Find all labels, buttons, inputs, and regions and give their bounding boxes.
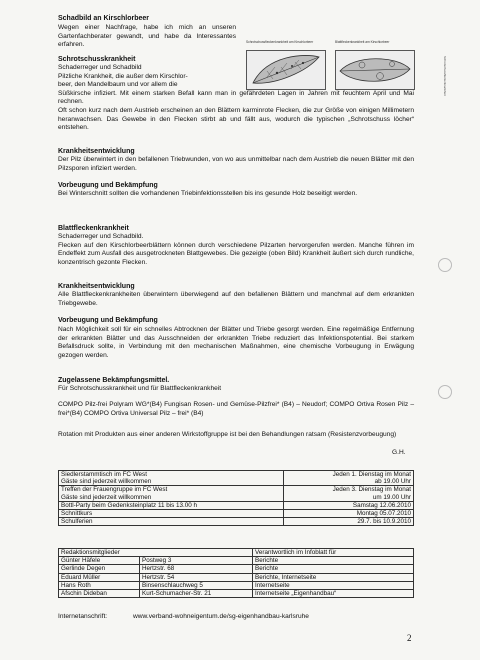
heading-blattflecken: Blattfleckenkrankheit <box>58 225 129 232</box>
side-note: Schrotschussfleckenkrankheit <box>443 56 447 96</box>
vorbeugung-2-text: Nach Möglichkeit soll für ein schnelles Abtrocknen der Blätter und Triebe gesorgt werden. Eine regelmäßige Entfernung der erkrankten Blätter und das Ausschneiden der erkrankten Triebe reduziert das Infektionspotential. Bei starkem Befallsdruck sollte, in Verbindung mit den mechanischen Maßnahmen, eine chemische Vorbeugung in Erwägung gezogen werden. <box>58 326 414 359</box>
footer-url[interactable]: www.verband-wohneigentum.de/sg-eigenhandbau-karlsruhe <box>133 613 309 620</box>
schrotschuss-line2: Pilzliche Krankheit, die außer dem Kirschlor- <box>58 72 188 80</box>
punch-hole-upper <box>438 258 452 272</box>
mittel-rotation: Rotation mit Produkten aus einer anderen Wirkstoffgruppe ist bei den Behandlungen ratsam (Resistenzvorbeugung) <box>58 431 397 438</box>
event-date: ab 19.00 Uhr <box>284 478 414 486</box>
page-number: 2 <box>407 633 412 643</box>
events-table <box>58 470 414 526</box>
event-name: Gäste sind jederzeit willkommen <box>59 494 284 502</box>
table-row <box>59 590 414 598</box>
heading-entwicklung-2: Krankheitsentwicklung <box>58 283 135 290</box>
member-role: Berichte, Internetseite <box>253 573 414 581</box>
event-date: Montag 05.07.2010 <box>284 510 414 518</box>
event-name: Siedlerstammtisch im FC West <box>59 471 284 479</box>
signature: G.H. <box>392 449 406 456</box>
member-name: Hans Roth <box>59 581 140 589</box>
mittel-line1: Für Schrotschusskrankheit und für Blattfleckenkrankheit <box>58 385 222 392</box>
schrotschuss-para2: Oft schon kurz nach dem Austrieb erscheinen an den Blättern karminrote Flecken, die zur Größe von einigen Millimetern heranwachsen. Das Gewebe in den Flecken stirbt ab und fällt aus, wodurch die typischen „Schrotschuss löcher“ entstehen. <box>58 107 414 132</box>
member-role: Internetseite „Eigenhandbau“ <box>253 590 414 598</box>
event-date: 29.7. bis 10.9.2010 <box>284 518 414 526</box>
member-address: Kurt-Schumacher-Str. 21 <box>140 590 253 598</box>
entwicklung-2-text: Alle Blattfleckenkrankheiten überwintern überwiegend auf den befallenen Blättern und manchmal auf dem erkrankten Triebgewebe. <box>58 291 414 307</box>
event-name: Schnittkurs <box>59 510 284 518</box>
event-name: Schulferien <box>59 518 284 526</box>
member-address: Hertzstr. 54 <box>140 573 253 581</box>
table-row <box>59 518 414 526</box>
heading-schrotschuss: Schrotschusskrankheit <box>58 56 136 63</box>
blattflecken-line1: Schaderreger und Schadbild. <box>58 233 144 240</box>
table-row <box>59 581 414 589</box>
event-name: Treffen der Frauengruppe im FC West <box>59 486 284 494</box>
table-row <box>59 565 414 573</box>
blattflecken-text: Flecken auf den Kirschlorbeerblättern können durch verschiedene Pilzarten hervorgerufen werden. Manche führen im Endeffekt zum Ausfall des ausgetrockneten Blattgewebes. Die gezeigte (oben Bild) Krankheit äußert sich durch rundliche, konzentrisch gezonte Flecken. <box>58 241 414 266</box>
member-name: Afschin Dideban <box>59 590 140 598</box>
mittel-products: COMPO Pilz-frei Polyram WG*(B4) Fungisan Rosen- und Gemüse-Pilzfrei* (B4) – Neudorf; COMPO Ortiva Rosen Pilz – frei*(B4) COMPO Ortiva Universal Pilz – frei* (B4) <box>58 401 414 417</box>
schrotschuss-line3: beer, den Mandelbaum und vor allem die <box>58 81 178 89</box>
heading-schadbild: Schadbild an Kirschlorbeer <box>58 15 150 22</box>
event-name: Gäste sind jederzeit willkommen <box>59 478 284 486</box>
table-row <box>59 471 414 479</box>
heading-vorbeugung-1: Vorbeugung und Bekämpfung <box>58 182 158 189</box>
table-row <box>59 494 414 502</box>
heading-entwicklung-1: Krankheitsentwicklung <box>58 148 135 155</box>
image-caption-schrotschuss: Schrotschussfleckenkrankheit am Kirschlorbeer <box>246 40 314 44</box>
schrotschuss-line4: Süßkirsche infiziert. Mit einem starken Befall kann man in gefährdeten Lagen in Jahren mit feuchtem April und Mai rechnen. <box>58 89 414 106</box>
entwicklung-1-text: Der Pilz überwintert in den befallenen Triebwunden, von wo aus unmittelbar nach dem Austrieb die neuen Blätter mit den Pilzsporen infiziert werden. <box>58 156 414 172</box>
member-name: Günter Häfele <box>59 557 140 565</box>
member-address: Postweg 3 <box>140 557 253 565</box>
member-address: Binsenschlauchweg 5 <box>140 581 253 589</box>
member-address: Hertzstr. 68 <box>140 565 253 573</box>
table-row <box>59 478 414 486</box>
event-date: um 19.00 Uhr <box>284 494 414 502</box>
redaktion-header-right: Verantwortlich im Infoblatt für <box>253 549 414 557</box>
table-row <box>59 510 414 518</box>
event-name: Bottl-Party beim Gedenksteinplatz 11 bis 13.00 h <box>59 501 284 509</box>
table-row <box>59 557 414 565</box>
member-name: Gerlinde Degen <box>59 565 140 573</box>
event-date: Samstag 12.06.2010 <box>284 501 414 509</box>
member-role: Berichte <box>253 557 414 565</box>
table-row <box>59 501 414 509</box>
table-row <box>59 549 414 557</box>
vorbeugung-1-text: Bei Winterschnitt sollten die vorhandenen Triebinfektionsstellen bis ins gesunde Holz beseitigt werden. <box>58 190 358 197</box>
table-row <box>59 486 414 494</box>
event-date: Jeden 1. Dienstag im Monat <box>284 471 414 479</box>
footer-label: Internetanschrift: <box>58 613 108 620</box>
member-role: Berichte <box>253 565 414 573</box>
redaktion-table <box>58 548 414 598</box>
schrotschuss-line1: Schaderreger und Schadbild <box>58 64 142 71</box>
member-role: Internetseite <box>253 581 414 589</box>
member-name: Eduard Müller <box>59 573 140 581</box>
heading-mittel: Zugelassene Bekämpfungsmittel. <box>58 377 170 384</box>
punch-hole-lower <box>438 385 452 399</box>
heading-vorbeugung-2: Vorbeugung und Bekämpfung <box>58 317 158 324</box>
schadbild-text: Wegen einer Nachfrage, habe ich mich an unseren Gartenfachberater gewandt, und habe da Interessantes erfahren. <box>58 24 236 49</box>
event-date: Jeden 3. Dienstag im Monat <box>284 486 414 494</box>
leaf-image-schrotschuss <box>246 50 326 90</box>
image-caption-blattflecken: Blattfleckenkrankheit am Kirschlorbeer <box>335 40 390 44</box>
leaf-image-blattflecken <box>335 50 415 90</box>
table-row <box>59 573 414 581</box>
redaktion-header-left: Redaktionsmitglieder <box>59 549 253 557</box>
